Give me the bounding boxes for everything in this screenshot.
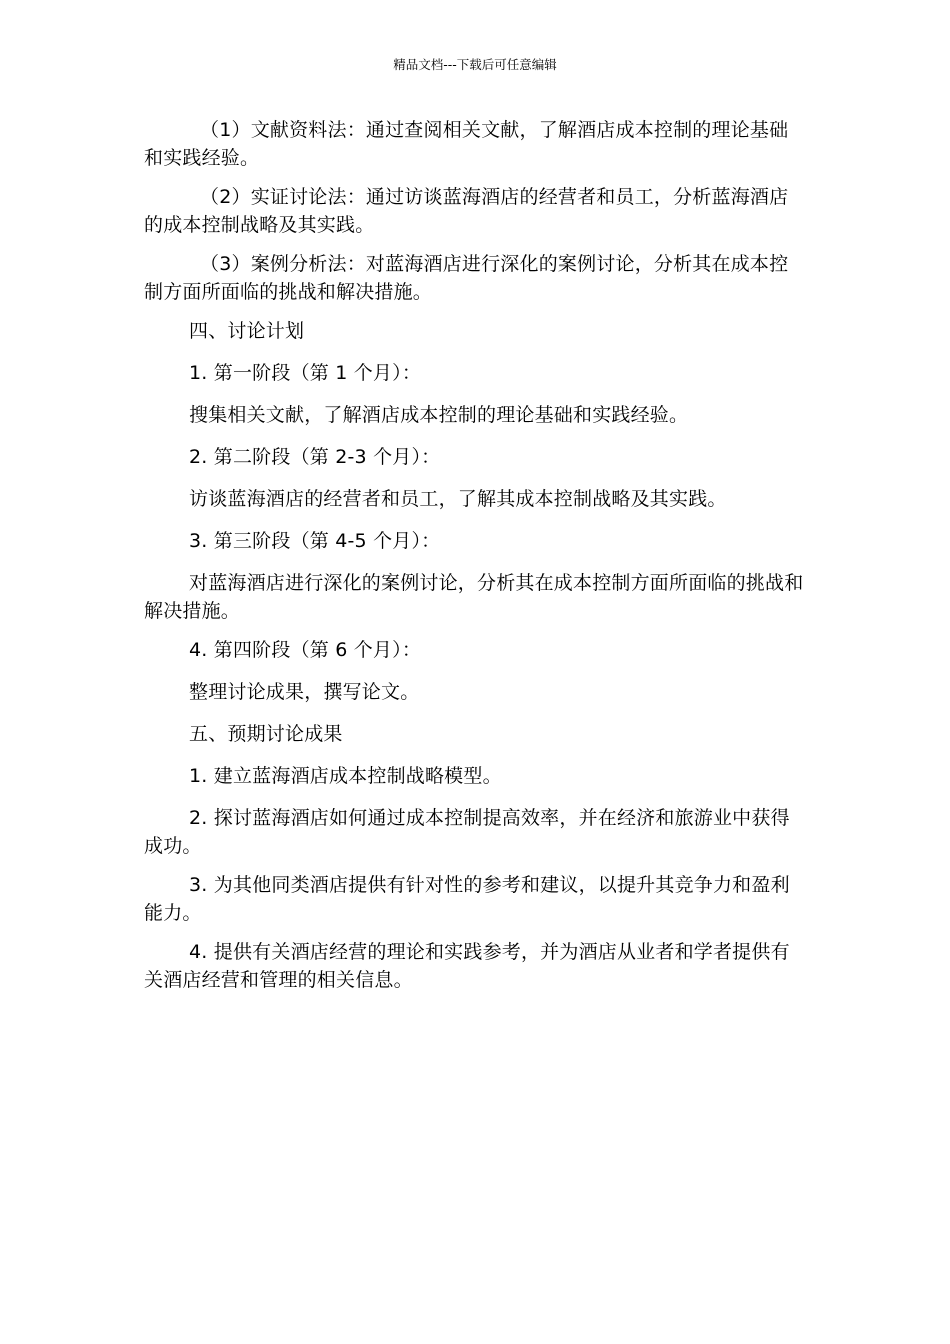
stage-2-title: 2. 第二阶段（第 2-3 个月）：: [189, 446, 441, 468]
stage-4-title: 4. 第四阶段（第 6 个月）：: [189, 639, 422, 661]
stage-3-title: 3. 第三阶段（第 4-5 个月）：: [189, 530, 441, 552]
outcome-2: 2. 探讨蓝海酒店如何通过成本控制提高效率，并在经济和旅游业中获得成功。: [144, 807, 790, 857]
stage-1-title: 1. 第一阶段（第 1 个月）：: [189, 362, 422, 384]
paragraph-method-1: （1）文献资料法：通过查阅相关文献，了解酒店成本控制的理论基础和实践经验。: [144, 119, 789, 169]
stage-2-text: 访谈蓝海酒店的经营者和员工，了解其成本控制战略及其实践。: [189, 488, 727, 510]
stage-1-text: 搜集相关文献，了解酒店成本控制的理论基础和实践经验。: [189, 404, 689, 426]
page-header: 精品文档---下载后可任意编辑: [393, 57, 557, 72]
outcome-4: 4. 提供有关酒店经营的理论和实践参考，并为酒店从业者和学者提供有关酒店经营和管理的相关信息。: [144, 941, 790, 991]
stage-3-text: 对蓝海酒店进行深化的案例讨论，分析其在成本控制方面所面临的挑战和解决措施。: [144, 572, 804, 622]
document-body: [144, 116, 806, 1005]
paragraph-method-2: （2）实证讨论法：通过访谈蓝海酒店的经营者和员工，分析蓝海酒店的成本控制战略及其实践。: [144, 186, 789, 236]
paragraph-method-3: （3）案例分析法：对蓝海酒店进行深化的案例讨论，分析其在成本控制方面所面临的挑战和解决措施。: [144, 253, 789, 303]
outcome-1: 1. 建立蓝海酒店成本控制战略模型。: [189, 765, 502, 787]
section-heading-outcomes: 五、预期讨论成果: [189, 723, 343, 745]
section-heading-plan: 四、讨论计划: [189, 320, 305, 342]
outcome-3: 3. 为其他同类酒店提供有针对性的参考和建议，以提升其竞争力和盈利能力。: [144, 874, 790, 924]
stage-4-text: 整理讨论成果，撰写论文。: [189, 681, 420, 703]
